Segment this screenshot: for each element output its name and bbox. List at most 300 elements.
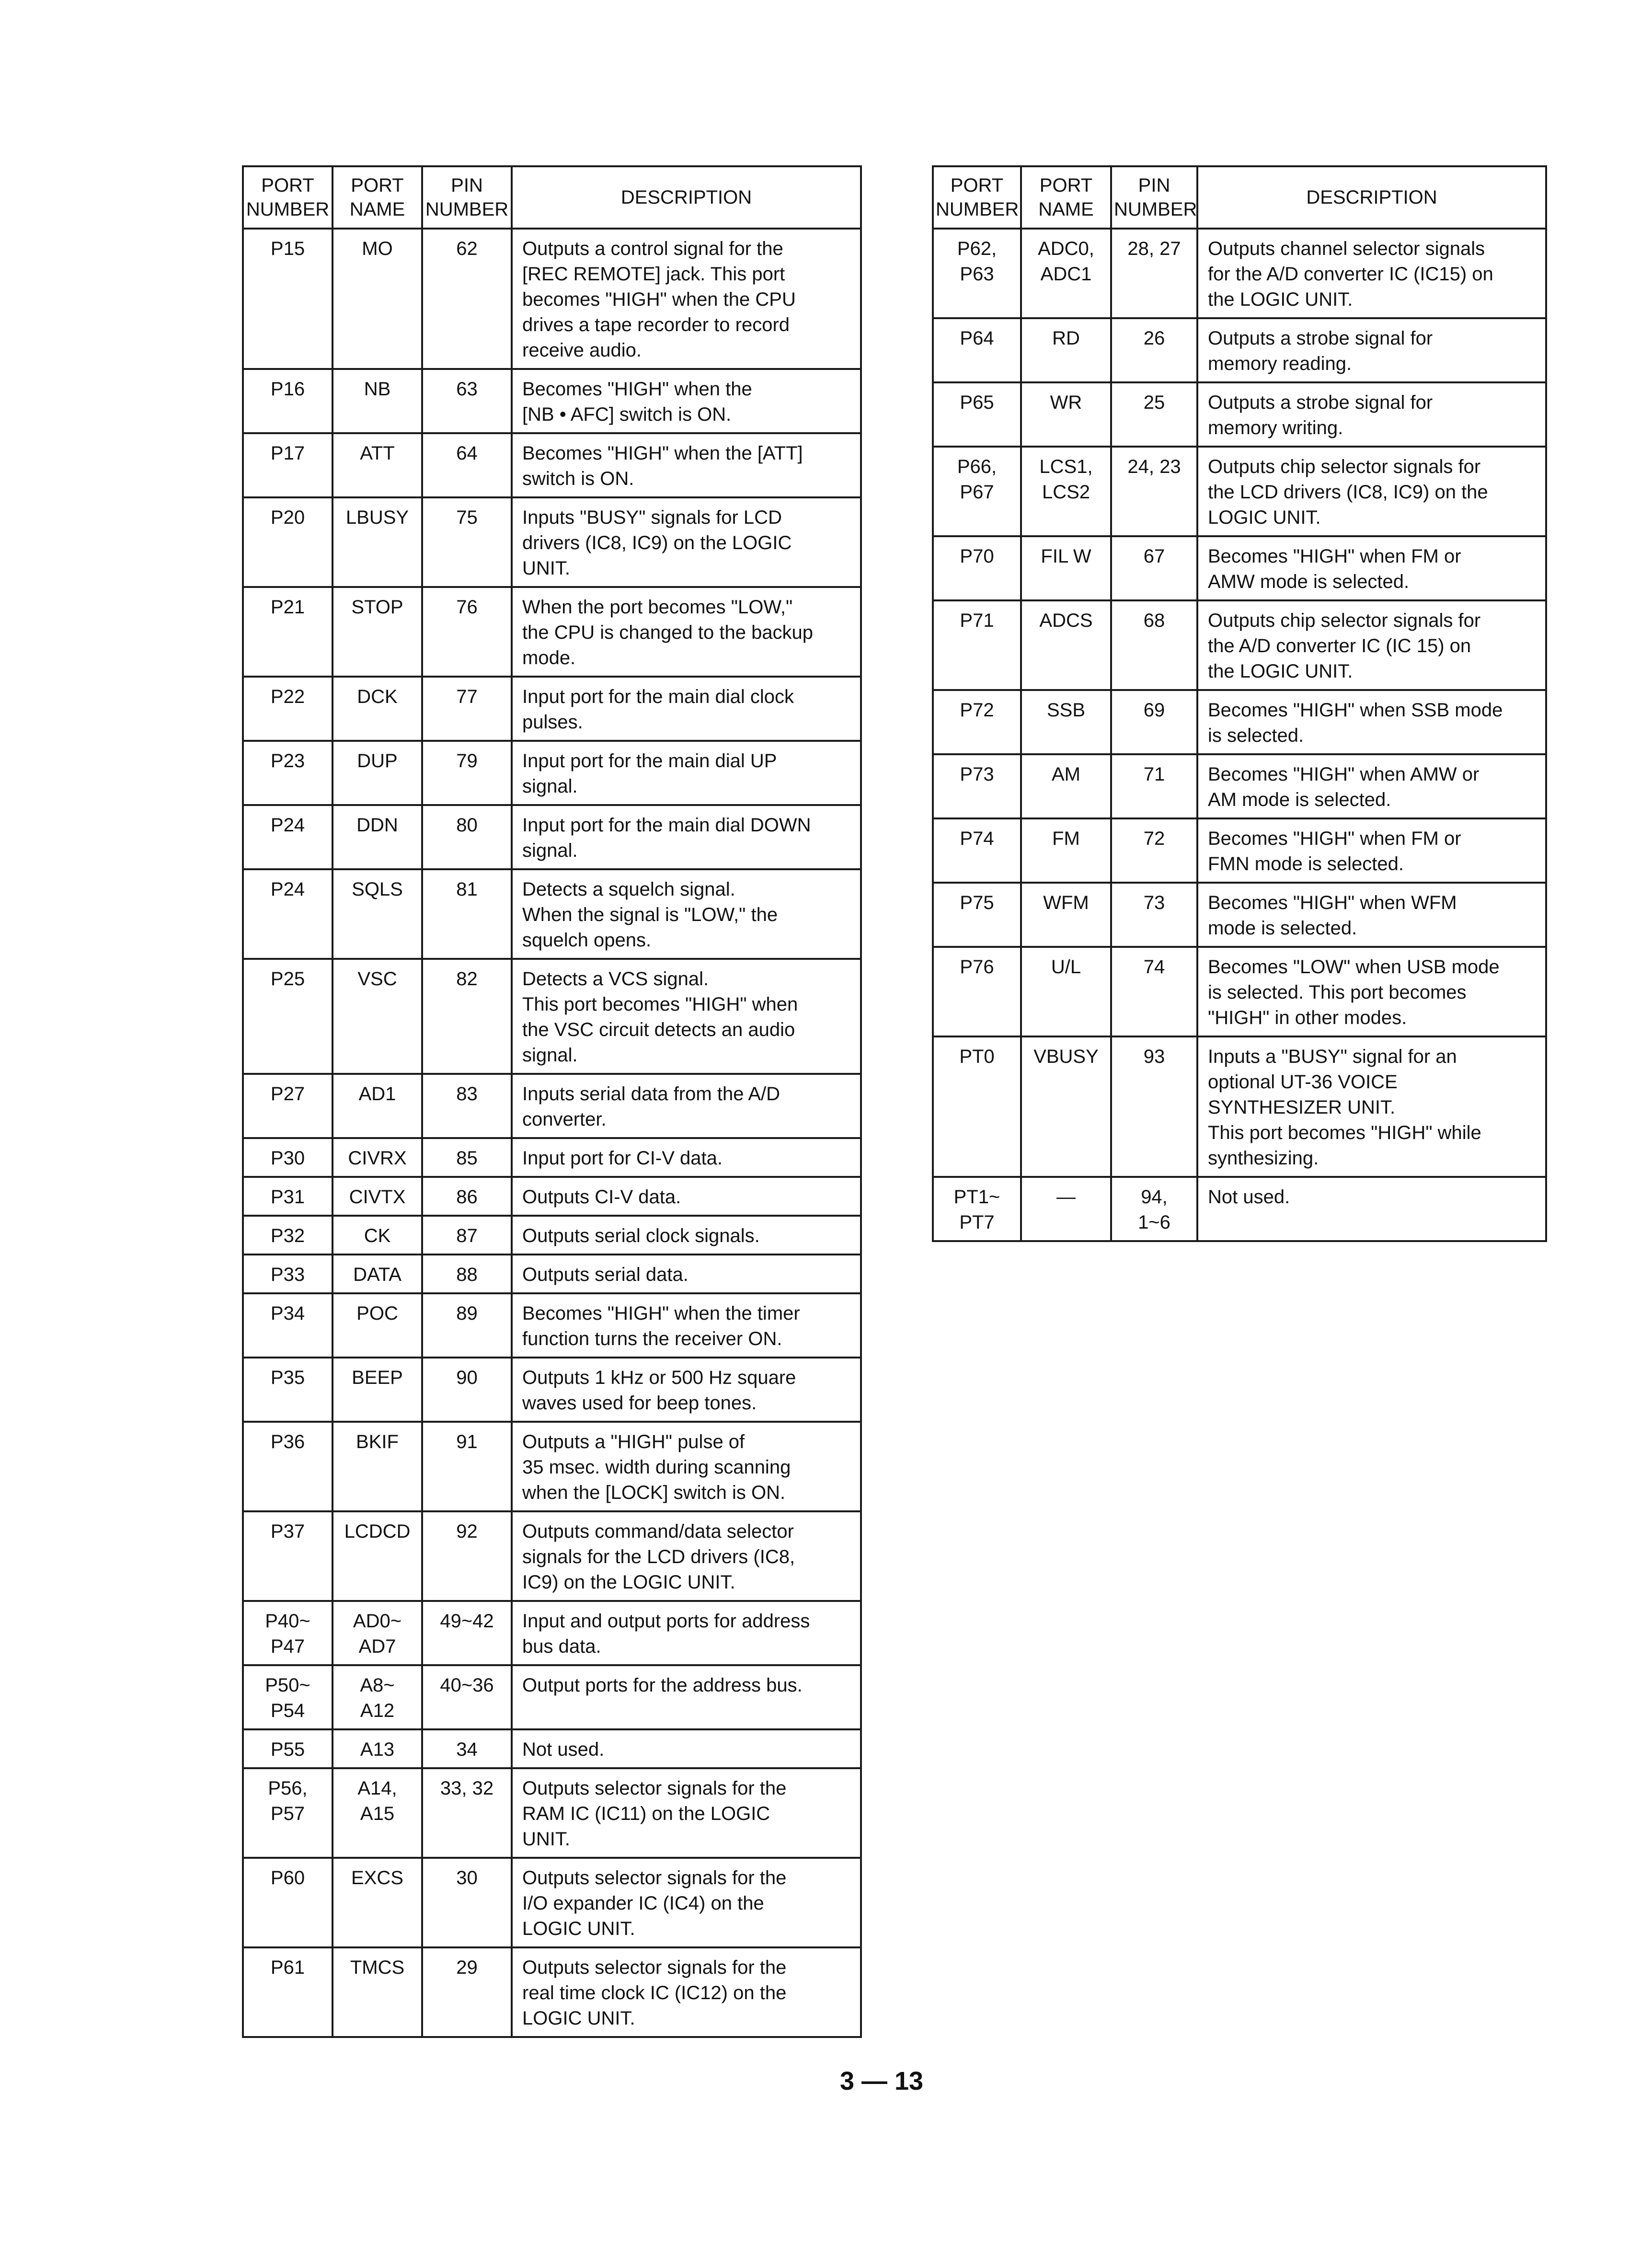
port-number-cell xyxy=(243,677,333,741)
pin-number-cell-text: 87 xyxy=(456,1225,478,1246)
port-number-cell-text: P33 xyxy=(270,1264,305,1285)
table-row xyxy=(243,1255,861,1293)
port-name-cell xyxy=(333,869,422,959)
header-port-number-label: PORT NUMBER xyxy=(246,175,330,220)
description-cell-text: Input port for the main dial DOWN signal. xyxy=(522,815,811,861)
port-number-cell-text: P21 xyxy=(270,597,305,618)
port-name-cell-text: POC xyxy=(356,1303,398,1324)
port-name-cell-text: AD0~ AD7 xyxy=(353,1611,402,1657)
table-row xyxy=(243,677,861,741)
port-number-cell xyxy=(243,587,333,677)
pin-number-cell-text: 82 xyxy=(456,968,478,990)
description-cell-text: Detects a squelch signal. When the signal is "LOW," the squelch opens. xyxy=(522,879,778,951)
description-cell xyxy=(512,1293,861,1358)
pin-number-cell xyxy=(422,1665,512,1729)
pin-number-cell xyxy=(422,433,512,497)
table-row xyxy=(243,587,861,677)
table-row xyxy=(933,883,1546,947)
pin-number-cell xyxy=(422,497,512,587)
header-description-label: DESCRIPTION xyxy=(1306,187,1437,208)
port-name-cell xyxy=(1021,447,1111,536)
port-name-cell-text: ADCS xyxy=(1039,610,1093,631)
description-cell xyxy=(512,1665,861,1729)
description-cell-text: Output ports for the address bus. xyxy=(522,1675,803,1696)
pin-number-cell-text: 25 xyxy=(1143,392,1165,413)
pin-number-cell-text: 93 xyxy=(1143,1046,1165,1067)
table-row xyxy=(933,600,1546,690)
header-pin-number-label: PIN NUMBER xyxy=(425,175,509,220)
description-cell-text: Outputs command/data selector signals for the LCD drivers (IC8, IC9) on the LOGIC UNIT. xyxy=(522,1521,795,1593)
header-port-number xyxy=(243,166,333,229)
description-cell-text: Inputs serial data from the A/D converter. xyxy=(522,1083,780,1130)
description-cell xyxy=(512,1511,861,1601)
pin-number-cell-text: 71 xyxy=(1143,764,1165,785)
description-cell xyxy=(1197,382,1546,447)
port-name-cell-text: NB xyxy=(364,379,391,400)
pin-number-cell xyxy=(422,959,512,1074)
port-number-cell-text: P24 xyxy=(270,879,305,900)
port-name-cell xyxy=(1021,600,1111,690)
port-number-cell-text: P24 xyxy=(270,815,305,836)
port-name-cell xyxy=(333,433,422,497)
table-row xyxy=(933,818,1546,883)
description-cell-text: Input port for CI-V data. xyxy=(522,1148,723,1169)
table-row xyxy=(933,754,1546,818)
pin-number-cell-text: 34 xyxy=(456,1739,478,1760)
port-number-cell xyxy=(243,1138,333,1177)
table-row xyxy=(243,1947,861,2037)
port-number-cell xyxy=(933,883,1021,947)
description-cell-text: Becomes "HIGH" when the [ATT] switch is ON. xyxy=(522,443,803,489)
port-number-cell xyxy=(243,1255,333,1293)
pin-number-cell-text: 24, 23 xyxy=(1127,456,1181,477)
description-cell xyxy=(512,1255,861,1293)
table-row xyxy=(243,1858,861,1947)
description-cell xyxy=(512,959,861,1074)
port-name-cell xyxy=(1021,883,1111,947)
pin-number-cell-text: 33, 32 xyxy=(440,1778,494,1799)
description-cell-text: Inputs "BUSY" signals for LCD drivers (IC8, IC9) on the LOGIC UNIT. xyxy=(522,507,792,579)
port-number-cell xyxy=(933,318,1021,382)
port-number-cell xyxy=(243,1177,333,1216)
port-number-cell-text: P70 xyxy=(960,546,994,567)
pin-number-cell xyxy=(1111,883,1197,947)
pin-number-cell-text: 26 xyxy=(1143,328,1165,349)
port-number-cell xyxy=(933,536,1021,600)
pin-number-cell xyxy=(422,677,512,741)
pin-number-cell xyxy=(422,1177,512,1216)
port-number-cell xyxy=(243,1358,333,1422)
port-number-cell-text: P40~ P47 xyxy=(265,1611,310,1657)
pin-number-cell-text: 77 xyxy=(456,686,478,707)
table-row xyxy=(933,447,1546,536)
description-cell xyxy=(1197,318,1546,382)
pin-number-cell-text: 80 xyxy=(456,815,478,836)
port-name-cell xyxy=(333,1665,422,1729)
table-row xyxy=(243,1601,861,1665)
pin-number-cell xyxy=(422,369,512,433)
pin-number-cell-text: 81 xyxy=(456,879,478,900)
port-number-cell xyxy=(243,497,333,587)
description-cell xyxy=(1197,754,1546,818)
description-cell xyxy=(512,369,861,433)
port-number-cell xyxy=(933,382,1021,447)
description-cell xyxy=(512,1601,861,1665)
table-row xyxy=(933,1036,1546,1177)
table-row xyxy=(243,497,861,587)
port-number-cell xyxy=(243,741,333,805)
port-number-cell-text: P23 xyxy=(270,750,305,771)
port-number-cell-text: P50~ P54 xyxy=(265,1675,310,1721)
port-number-cell xyxy=(933,447,1021,536)
pin-number-cell xyxy=(1111,318,1197,382)
port-number-cell-text: P60 xyxy=(270,1867,305,1888)
header-port-number xyxy=(933,166,1021,229)
port-name-cell-text: CIVTX xyxy=(349,1186,406,1208)
port-number-cell xyxy=(933,947,1021,1036)
port-name-cell xyxy=(1021,690,1111,754)
description-cell-text: Detects a VCS signal. This port becomes "HIGH" when the VSC circuit detects an audio signal. xyxy=(522,968,798,1066)
description-cell-text: Becomes "HIGH" when SSB mode is selected. xyxy=(1208,700,1503,746)
port-name-cell xyxy=(1021,1177,1111,1241)
header-pin-number xyxy=(1111,166,1197,229)
port-name-cell-text: BKIF xyxy=(356,1431,399,1452)
port-name-cell xyxy=(1021,318,1111,382)
description-cell xyxy=(512,1947,861,2037)
right-table-body xyxy=(933,229,1546,1241)
port-name-cell xyxy=(333,805,422,869)
description-cell xyxy=(1197,600,1546,690)
port-name-cell-text: — xyxy=(1056,1186,1076,1208)
port-name-cell xyxy=(1021,536,1111,600)
port-name-cell xyxy=(333,229,422,369)
pin-number-cell-text: 79 xyxy=(456,750,478,771)
port-number-cell xyxy=(933,1177,1021,1241)
port-name-cell xyxy=(333,741,422,805)
pin-number-cell-text: 72 xyxy=(1143,828,1165,849)
description-cell-text: Outputs CI-V data. xyxy=(522,1186,681,1208)
description-cell xyxy=(512,1422,861,1511)
port-number-cell xyxy=(243,1216,333,1255)
description-cell-text: Outputs 1 kHz or 500 Hz square waves used for beep tones. xyxy=(522,1367,796,1414)
port-name-cell xyxy=(333,1293,422,1358)
port-number-cell-text: P30 xyxy=(270,1148,305,1169)
pin-number-cell-text: 63 xyxy=(456,379,478,400)
port-name-cell-text: FIL W xyxy=(1041,546,1091,567)
port-name-cell-text: BEEP xyxy=(352,1367,403,1388)
description-cell-text: Not used. xyxy=(1208,1186,1290,1208)
header-pin-number xyxy=(422,166,512,229)
table-row xyxy=(243,1293,861,1358)
port-name-cell xyxy=(1021,947,1111,1036)
pin-number-cell-text: 68 xyxy=(1143,610,1165,631)
port-number-cell-text: P65 xyxy=(960,392,994,413)
port-name-cell-text: ATT xyxy=(360,443,395,464)
port-number-cell xyxy=(933,754,1021,818)
port-name-cell-text: A8~ A12 xyxy=(360,1675,395,1721)
port-name-cell xyxy=(1021,229,1111,318)
table-row xyxy=(243,1511,861,1601)
port-name-cell-text: DCK xyxy=(357,686,398,707)
port-number-cell xyxy=(933,600,1021,690)
port-name-cell xyxy=(1021,818,1111,883)
port-number-cell-text: P16 xyxy=(270,379,305,400)
pin-number-cell-text: 76 xyxy=(456,597,478,618)
port-name-cell-text: WR xyxy=(1050,392,1082,413)
description-cell xyxy=(1197,818,1546,883)
pin-number-cell xyxy=(1111,382,1197,447)
table-row xyxy=(933,318,1546,382)
pin-number-cell xyxy=(422,1768,512,1858)
table-header-row xyxy=(243,166,861,229)
port-name-cell-text: ADC0, ADC1 xyxy=(1038,238,1094,285)
description-cell-text: Input port for the main dial clock pulses. xyxy=(522,686,794,733)
pin-number-cell-text: 40~36 xyxy=(440,1675,494,1696)
description-cell-text: Input port for the main dial UP signal. xyxy=(522,750,777,797)
description-cell xyxy=(512,741,861,805)
pin-number-cell-text: 62 xyxy=(456,238,478,259)
description-cell xyxy=(512,433,861,497)
table-row xyxy=(243,1665,861,1729)
table-row xyxy=(243,1177,861,1216)
port-number-cell xyxy=(243,369,333,433)
description-cell xyxy=(512,1358,861,1422)
port-name-cell-text: WFM xyxy=(1043,892,1089,913)
port-name-cell xyxy=(333,1768,422,1858)
table-row xyxy=(243,229,861,369)
port-number-cell-text: P74 xyxy=(960,828,994,849)
port-name-cell-text: VBUSY xyxy=(1033,1046,1099,1067)
pin-number-cell-text: 94, 1~6 xyxy=(1138,1186,1170,1233)
pin-number-cell-text: 67 xyxy=(1143,546,1165,567)
table-row xyxy=(243,433,861,497)
port-name-cell-text: FM xyxy=(1052,828,1080,849)
pin-number-cell xyxy=(422,741,512,805)
table-row xyxy=(933,382,1546,447)
port-name-cell-text: VSC xyxy=(357,968,397,990)
port-number-cell-text: P31 xyxy=(270,1186,305,1208)
table-row xyxy=(243,1422,861,1511)
header-port-number-label: PORT NUMBER xyxy=(936,175,1019,220)
description-cell xyxy=(512,497,861,587)
port-number-cell-text: P20 xyxy=(270,507,305,528)
description-cell xyxy=(1197,229,1546,318)
header-port-name xyxy=(1021,166,1111,229)
port-number-cell xyxy=(243,433,333,497)
description-cell xyxy=(512,1768,861,1858)
description-cell-text: Outputs a strobe signal for memory reading. xyxy=(1208,328,1433,374)
port-number-cell-text: P25 xyxy=(270,968,305,990)
description-cell xyxy=(512,869,861,959)
port-name-cell-text: TMCS xyxy=(350,1957,405,1978)
description-cell xyxy=(1197,883,1546,947)
port-number-cell xyxy=(243,959,333,1074)
port-number-cell-text: P61 xyxy=(270,1957,305,1978)
pin-number-cell xyxy=(422,1074,512,1138)
port-number-cell xyxy=(243,805,333,869)
description-cell xyxy=(512,805,861,869)
port-name-cell-text: U/L xyxy=(1051,956,1081,978)
port-number-cell-text: P37 xyxy=(270,1521,305,1542)
pin-number-cell xyxy=(1111,818,1197,883)
port-number-cell-text: P62, P63 xyxy=(957,238,997,285)
port-name-cell xyxy=(333,1138,422,1177)
table-row xyxy=(243,959,861,1074)
description-cell-text: Outputs a control signal for the [REC REMOTE] jack. This port becomes "HIGH" when the CPU drives a tape recorder to record receive audio. xyxy=(522,238,796,361)
pin-number-cell-text: 69 xyxy=(1143,700,1165,721)
pin-number-cell xyxy=(422,1601,512,1665)
port-number-cell xyxy=(243,1511,333,1601)
table-row xyxy=(933,947,1546,1036)
port-name-cell xyxy=(333,1601,422,1665)
port-number-cell-text: PT0 xyxy=(959,1046,995,1067)
table-row xyxy=(243,369,861,433)
table-row xyxy=(933,229,1546,318)
port-name-cell xyxy=(333,1422,422,1511)
port-number-cell xyxy=(243,1768,333,1858)
description-cell-text: Becomes "HIGH" when AMW or AM mode is selected. xyxy=(1208,764,1480,810)
description-cell-text: Outputs channel selector signals for the A/D converter IC (IC15) on the LOGIC UNIT. xyxy=(1208,238,1493,310)
description-cell-text: Becomes "HIGH" when FM or AMW mode is selected. xyxy=(1208,546,1461,592)
table-row xyxy=(933,690,1546,754)
table-row xyxy=(243,1216,861,1255)
port-number-cell-text: P64 xyxy=(960,328,994,349)
port-name-cell xyxy=(333,587,422,677)
description-cell xyxy=(1197,536,1546,600)
left-table-body xyxy=(243,229,861,2037)
table-row xyxy=(243,1768,861,1858)
header-description-label: DESCRIPTION xyxy=(620,187,752,208)
port-name-cell xyxy=(333,1947,422,2037)
table-row xyxy=(243,1729,861,1768)
port-name-cell-text: LCDCD xyxy=(344,1521,411,1542)
port-number-cell-text: P34 xyxy=(270,1303,305,1324)
pin-number-cell xyxy=(422,587,512,677)
header-port-name-label: PORT NAME xyxy=(349,175,405,220)
pin-number-cell-text: 85 xyxy=(456,1148,478,1169)
pin-number-cell xyxy=(1111,536,1197,600)
pin-number-cell-text: 89 xyxy=(456,1303,478,1324)
page-number: 3 — 13 xyxy=(839,2067,924,2095)
port-number-cell xyxy=(933,229,1021,318)
port-name-cell-text: AD1 xyxy=(358,1083,396,1105)
header-description xyxy=(1197,166,1546,229)
port-number-cell-text: P76 xyxy=(960,956,994,978)
description-cell-text: Outputs a "HIGH" pulse of 35 msec. width during scanning when the [LOCK] switch is ON. xyxy=(522,1431,791,1503)
port-number-cell-text: P32 xyxy=(270,1225,305,1246)
port-table-left xyxy=(242,165,862,2038)
description-cell xyxy=(512,677,861,741)
pin-number-cell xyxy=(422,805,512,869)
table-row xyxy=(243,805,861,869)
description-cell-text: Outputs chip selector signals for the A/D converter IC (IC 15) on the LOGIC UNIT. xyxy=(1208,610,1481,682)
pin-number-cell xyxy=(1111,947,1197,1036)
port-name-cell xyxy=(333,497,422,587)
pin-number-cell xyxy=(422,1511,512,1601)
port-number-cell xyxy=(243,1422,333,1511)
table-row xyxy=(933,1177,1546,1241)
pin-number-cell xyxy=(1111,229,1197,318)
pin-number-cell xyxy=(422,1255,512,1293)
port-name-cell xyxy=(1021,1036,1111,1177)
description-cell-text: Not used. xyxy=(522,1739,605,1760)
port-name-cell xyxy=(333,1216,422,1255)
description-cell xyxy=(512,1074,861,1138)
port-number-cell-text: P17 xyxy=(270,443,305,464)
description-cell xyxy=(512,229,861,369)
description-cell-text: Outputs chip selector signals for the LCD drivers (IC8, IC9) on the LOGIC UNIT. xyxy=(1208,456,1488,528)
pin-number-cell-text: 73 xyxy=(1143,892,1165,913)
pin-number-cell xyxy=(1111,447,1197,536)
description-cell-text: Inputs a "BUSY" signal for an optional UT-36 VOICE SYNTHESIZER UNIT. This port becomes "HIGH" while synthesizing. xyxy=(1208,1046,1481,1169)
pin-number-cell xyxy=(1111,1177,1197,1241)
table-row xyxy=(243,869,861,959)
pin-number-cell-text: 83 xyxy=(456,1083,478,1105)
description-cell xyxy=(512,1177,861,1216)
port-name-cell-text: DDN xyxy=(356,815,398,836)
description-cell-text: Outputs a strobe signal for memory writing. xyxy=(1208,392,1433,438)
pin-number-cell xyxy=(422,1293,512,1358)
port-number-cell-text: P66, P67 xyxy=(957,456,997,503)
port-name-cell xyxy=(333,1858,422,1947)
pin-number-cell xyxy=(1111,754,1197,818)
port-name-cell-text: SQLS xyxy=(352,879,403,900)
port-number-cell-text: P73 xyxy=(960,764,994,785)
port-name-cell xyxy=(333,1511,422,1601)
pin-number-cell-text: 92 xyxy=(456,1521,478,1542)
port-number-cell-text: P27 xyxy=(270,1083,305,1105)
header-pin-number-label: PIN NUMBER xyxy=(1114,175,1197,220)
pin-number-cell xyxy=(1111,1036,1197,1177)
pin-number-cell-text: 49~42 xyxy=(440,1611,494,1632)
pin-number-cell xyxy=(1111,690,1197,754)
port-number-cell xyxy=(243,1074,333,1138)
pin-number-cell xyxy=(422,1858,512,1947)
port-name-cell xyxy=(1021,382,1111,447)
description-cell xyxy=(1197,1036,1546,1177)
port-number-cell xyxy=(243,1729,333,1768)
pin-number-cell xyxy=(422,229,512,369)
pin-number-cell xyxy=(422,1358,512,1422)
port-name-cell xyxy=(333,959,422,1074)
port-name-cell-text: DUP xyxy=(357,750,398,771)
description-cell xyxy=(512,1729,861,1768)
port-name-cell-text: LCS1, LCS2 xyxy=(1039,456,1093,503)
header-port-name-label: PORT NAME xyxy=(1038,175,1094,220)
port-name-cell-text: EXCS xyxy=(351,1867,403,1888)
pin-number-cell-text: 29 xyxy=(456,1957,478,1978)
port-name-cell-text: LBUSY xyxy=(345,507,409,528)
port-number-cell-text: P36 xyxy=(270,1431,305,1452)
pin-number-cell-text: 74 xyxy=(1143,956,1165,978)
description-cell xyxy=(1197,1177,1546,1241)
port-number-cell-text: P56, P57 xyxy=(268,1778,308,1824)
description-cell-text: Input and output ports for address bus data. xyxy=(522,1611,810,1657)
port-name-cell-text: A14, A15 xyxy=(357,1778,397,1824)
table-header-row xyxy=(933,166,1546,229)
port-name-cell xyxy=(333,1074,422,1138)
port-number-cell-text: P71 xyxy=(960,610,994,631)
description-cell-text: Outputs serial clock signals. xyxy=(522,1225,760,1246)
pin-number-cell xyxy=(422,1216,512,1255)
pin-number-cell-text: 91 xyxy=(456,1431,478,1452)
description-cell-text: Outputs selector signals for the I/O expander IC (IC4) on the LOGIC UNIT. xyxy=(522,1867,787,1939)
port-name-cell xyxy=(333,369,422,433)
port-number-cell xyxy=(243,1858,333,1947)
port-name-cell-text: RD xyxy=(1052,328,1080,349)
pin-number-cell xyxy=(422,1422,512,1511)
port-name-cell xyxy=(333,1177,422,1216)
